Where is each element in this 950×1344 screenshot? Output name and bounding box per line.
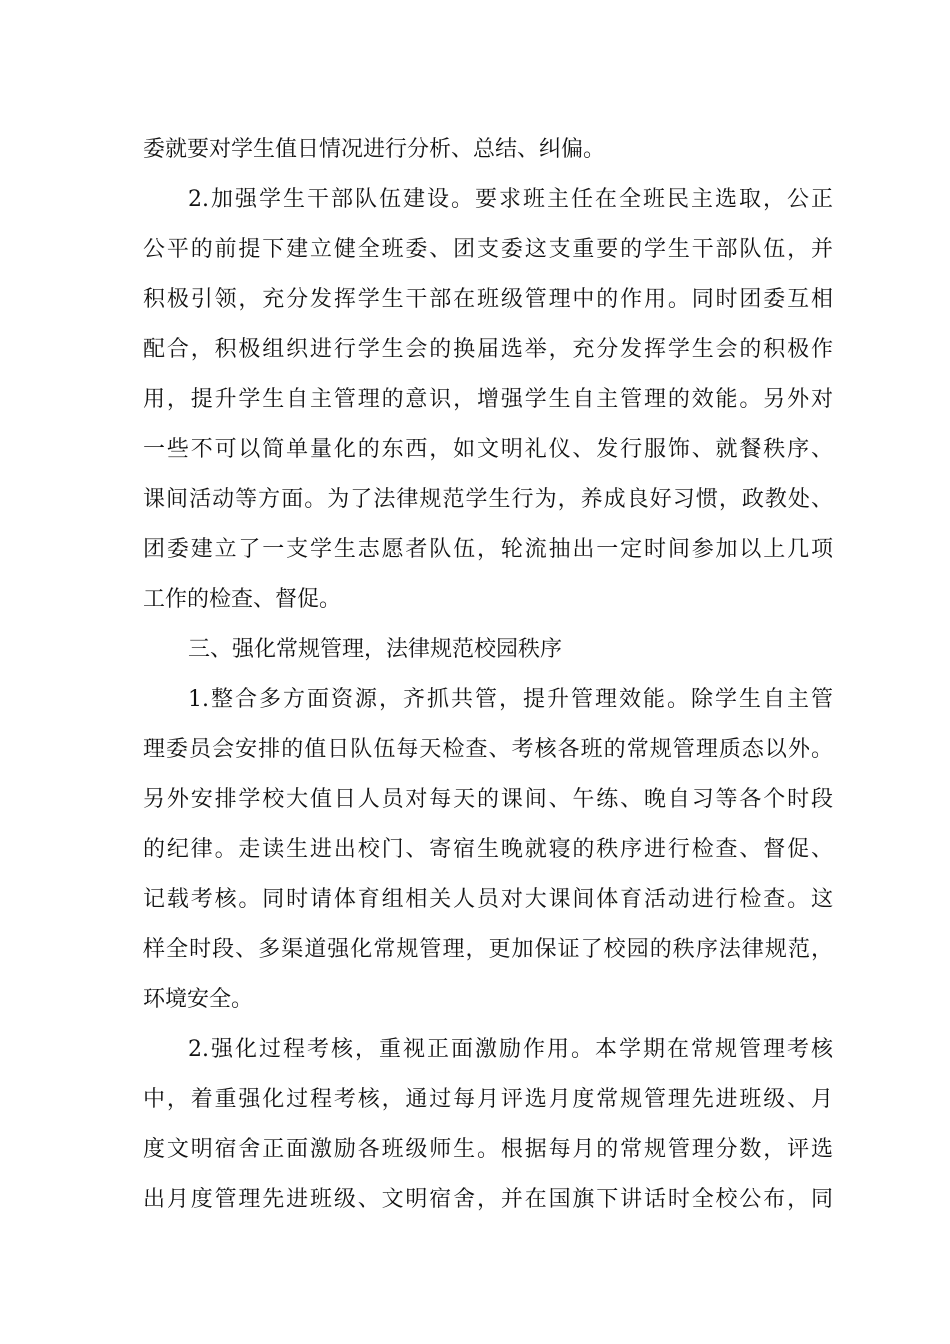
text-line: 一些不可以简单量化的东西，如文明礼仪、发行服饰、就餐秩序、: [143, 437, 833, 462]
text-line: 的纪律。走读生进出校门、寄宿生晚就寝的秩序进行检查、督促、: [143, 837, 833, 862]
text-line: 另外安排学校大值日人员对每天的课间、午练、晚自习等各个时段: [143, 787, 833, 812]
text-line: 记载考核。同时请体育组相关人员对大课间体育活动进行检查。这: [143, 887, 833, 912]
text-line: 积极引领，充分发挥学生干部在班级管理中的作用。同时团委互相: [143, 287, 833, 312]
text-line: 度文明宿舍正面激励各班级师生。根据每月的常规管理分数，评选: [143, 1137, 833, 1162]
paragraph-heading-line: 1.整合多方面资源，齐抓共管，提升管理效能。除学生自主管: [188, 687, 833, 712]
text-line: 理委员会安排的值日队伍每天检查、考核各班的常规管理质态以外。: [143, 737, 833, 762]
paragraph-heading-line: 2.加强学生干部队伍建设。要求班主任在全班民主选取，公正: [188, 187, 833, 212]
paragraph-heading-line: 2.强化过程考核，重视正面激励作用。本学期在常规管理考核: [188, 1037, 833, 1062]
text-line: 样全时段、多渠道强化常规管理，更加保证了校园的秩序法律规范，: [143, 937, 833, 962]
text-line: 用，提升学生自主管理的意识，增强学生自主管理的效能。另外对: [143, 387, 833, 412]
text-line: 环境安全。: [143, 987, 254, 1012]
text-line: 团委建立了一支学生志愿者队伍，轮流抽出一定时间参加以上几项: [143, 537, 833, 562]
text-line: 课间活动等方面。为了法律规范学生行为，养成良好习惯，政教处、: [143, 487, 833, 512]
text-line: 出月度管理先进班级、文明宿舍，并在国旗下讲话时全校公布，同: [143, 1187, 833, 1212]
text-line: 委就要对学生值日情况进行分析、总结、纠偏。: [143, 137, 606, 162]
text-line: 公平的前提下建立健全班委、团支委这支重要的学生干部队伍，并: [143, 237, 833, 262]
text-line: 中，着重强化过程考核，通过每月评选月度常规管理先进班级、月: [143, 1087, 833, 1112]
text-line: 工作的检查、督促。: [143, 587, 342, 612]
text-line: 配合，积极组织进行学生会的换届选举，充分发挥学生会的积极作: [143, 337, 833, 362]
section-heading: 三、强化常规管理，法律规范校园秩序: [188, 637, 563, 662]
